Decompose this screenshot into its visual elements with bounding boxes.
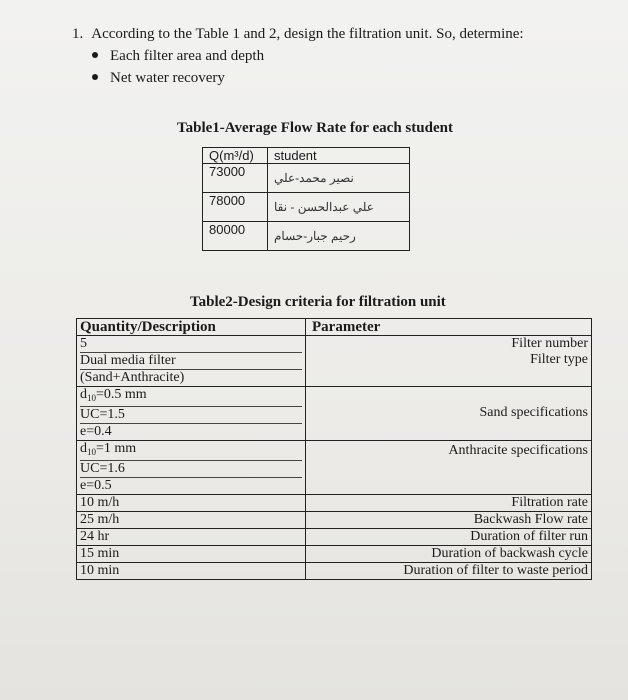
value-line: Dual media filter [80,353,302,370]
cell-student: علي عبدالحسن - نقا [268,193,410,222]
cell-quantity: 10 min [77,563,306,580]
param-line: Sand specifications [479,405,588,420]
cell-q: 73000 [203,164,268,193]
table-header-row [77,319,592,336]
bullet-item [92,70,225,87]
question-line [72,26,524,43]
bullet-item [92,48,264,65]
cell-parameter: Duration of backwash cycle [306,546,592,563]
table1 [202,147,410,251]
cell-quantity: 25 m/h [77,512,306,529]
header-parameter: Parameter [306,319,592,336]
table-row [77,387,592,441]
table2-title: Table2-Design criteria for filtration unit [190,294,446,310]
value-line: UC=1.6 [80,461,302,478]
table-row [203,164,410,193]
value-line: e=0.5 [80,478,112,493]
cell-q: 80000 [203,222,268,251]
table-header-row [203,148,410,164]
cell-parameter [306,336,592,387]
question-number: 1. [72,26,84,42]
cell-parameter: Duration of filter to waste period [306,563,592,580]
cell-quantity: 10 m/h [77,495,306,512]
d-symbol: d [80,441,87,456]
table-row [77,546,592,563]
table-row [203,222,410,251]
param-line: Anthracite specifications [448,443,588,458]
cell-q: 78000 [203,193,268,222]
question-text: According to the Table 1 and 2, design the filtration unit. So, determine: [91,26,524,42]
d-value: =1 mm [96,441,137,456]
subscript: 10 [87,393,96,403]
value-line: 5 [80,336,302,353]
cell-quantity: 24 hr [77,529,306,546]
table-row [77,441,592,495]
value-line: e=0.4 [80,424,112,439]
value-line [80,387,302,407]
table-row [77,512,592,529]
table-row [77,495,592,512]
cell-quantity [77,441,306,495]
cell-quantity: 15 min [77,546,306,563]
bullet-text: Net water recovery [110,70,225,86]
param-line: Filter type [530,352,588,367]
param-line: Filter number [511,336,588,351]
cell-parameter [306,387,592,441]
value-line: (Sand+Anthracite) [80,370,185,385]
table2 [76,318,592,580]
header-quantity: Quantity/Description [77,319,306,336]
cell-parameter: Filtration rate [306,495,592,512]
bullet-text: Each filter area and depth [110,48,265,64]
value-line [80,441,302,461]
value-line: UC=1.5 [80,407,302,424]
subscript: 10 [87,447,96,457]
bullet-dot-icon [92,74,98,80]
cell-parameter: Backwash Flow rate [306,512,592,529]
cell-student: نصير محمد-علي [268,164,410,193]
d-symbol: d [80,387,87,402]
cell-quantity [77,336,306,387]
cell-student: رحيم جبار-حسام [268,222,410,251]
cell-parameter [306,441,592,495]
table-row [77,563,592,580]
cell-quantity [77,387,306,441]
table-row [203,193,410,222]
bullet-dot-icon [92,52,98,58]
header-student: student [268,148,410,164]
table-row [77,529,592,546]
cell-parameter: Duration of filter run [306,529,592,546]
d-value: =0.5 mm [96,387,147,402]
table1-title: Table1-Average Flow Rate for each student [177,120,453,136]
table-row [77,336,592,387]
header-q: Q(m³/d) [203,148,268,164]
